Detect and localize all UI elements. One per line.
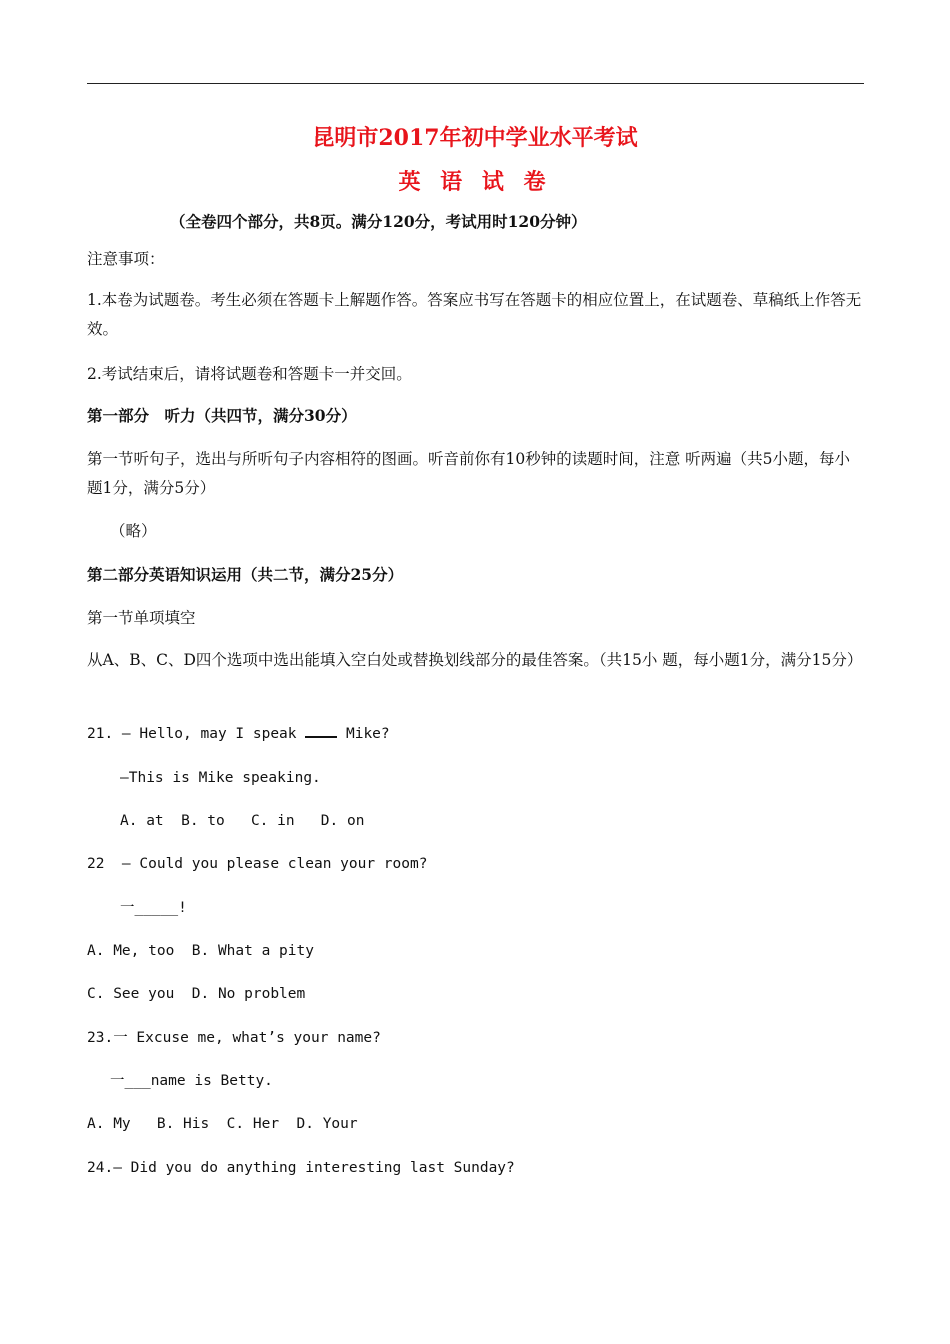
question-23-reply: 一___name is Betty.	[110, 1073, 273, 1089]
question-21-reply: —This is Mike speaking.	[120, 770, 321, 786]
notice-heading: 注意事项：	[87, 250, 165, 268]
question-21-prompt-end: Mike?	[337, 726, 390, 742]
part1-heading: 第一部分 听力（共四节，满分30分）	[87, 406, 357, 425]
notice-item-1: 1.本卷为试题卷。考生必须在答题卡上解题作答。答案应书写在答题卡的相应位置上，在试题卷、草稿纸上作答无效。	[87, 291, 862, 338]
header-rule	[87, 83, 864, 84]
question-21-options: A. at B. to C. in D. on	[120, 813, 365, 829]
part1-omitted-note: （略）	[110, 522, 157, 540]
question-23-options: A. My B. His C. Her D. Your	[87, 1116, 358, 1132]
question-22-options-line-1: A. Me, too B. What a pity	[87, 943, 314, 959]
exam-note: （全卷四个部分，共8页。满分120分，考试用时120分钟）	[170, 212, 587, 231]
question-22-prompt: 22 — Could you please clean your room?	[87, 856, 428, 872]
question-22-reply: 一_____!	[120, 900, 187, 916]
question-21-prompt-start: 21. — Hello, may I speak	[87, 726, 306, 742]
exam-title: 昆明市2017年初中学业水平考试	[312, 125, 638, 151]
question-23-prompt: 23.一 Excuse me, what’s your name?	[87, 1030, 381, 1046]
part2-section1-instructions: 从A、B、C、D四个选项中选出能填入空白处或替换划线部分的最佳答案。（共15小 题，每小题1分，满分15分）	[87, 651, 863, 669]
part2-section1-title: 第一节单项填空	[87, 609, 196, 627]
exam-subtitle: 英 语 试 卷	[398, 169, 552, 195]
question-22-options-line-2: C. See you D. No problem	[87, 986, 306, 1002]
part2-heading: 第二部分英语知识运用（共二节，满分25分）	[87, 565, 404, 584]
part1-section1-instructions: 第一节听句子，选出与所听句子内容相符的图画。听音前你有10秒钟的读题时间，注意 听两遍（共5小题，每小题1分，满分5分）	[87, 450, 851, 497]
question-24-prompt: 24.— Did you do anything interesting last Sunday?	[87, 1160, 515, 1176]
answer-blank	[305, 724, 337, 738]
question-21	[87, 724, 390, 744]
notice-item-2: 2.考试结束后，请将试题卷和答题卡一并交回。	[87, 365, 412, 383]
